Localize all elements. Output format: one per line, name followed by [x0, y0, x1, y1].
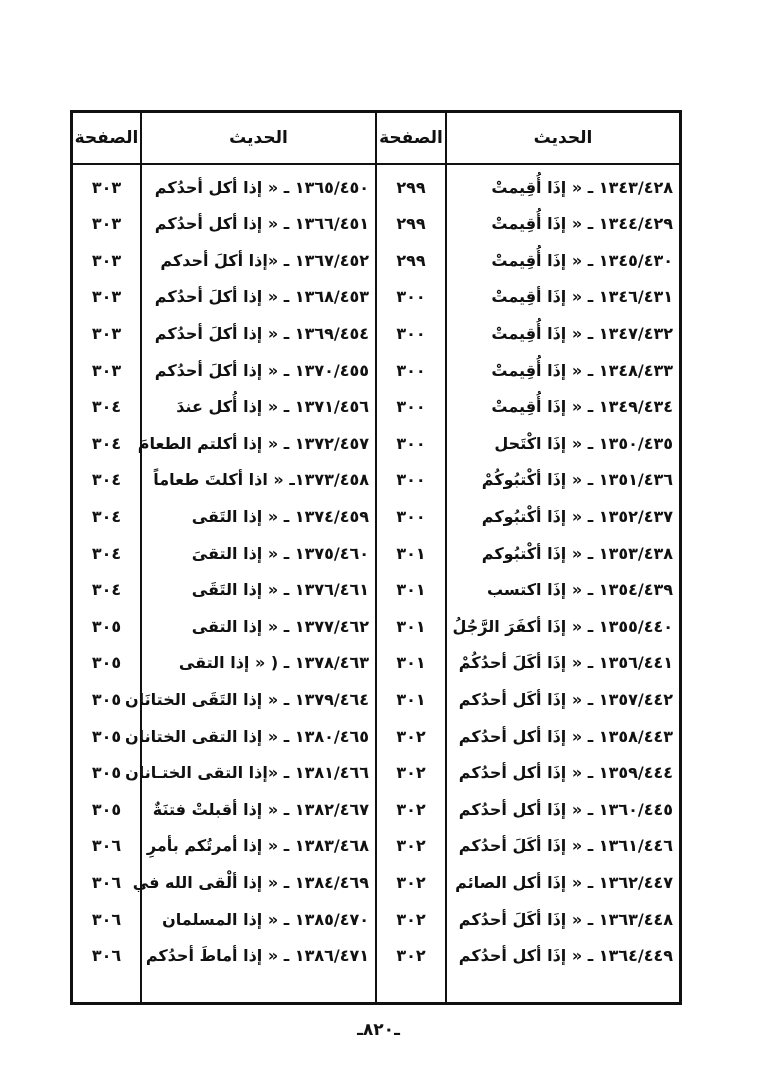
- page-number: ٣٠٠: [396, 287, 426, 307]
- hadith-entry: ١٣٥١/٤٣٦ ـ « إذَا أكْتبُوكُمْ: [481, 470, 673, 490]
- page-number: ٣٠٦: [91, 836, 122, 856]
- hadith-entry: ١٣٧٤/٤٥٩ ـ « إذا التَقى: [191, 506, 369, 526]
- hadith-entry: ١٣٤٥/٤٣٠ ـ « إذَا أُقِيمتْ: [491, 250, 673, 270]
- page-footer-number: ـ٨٢٠ـ: [357, 1020, 400, 1040]
- table-row: [73, 242, 679, 278]
- header-divider: [73, 163, 679, 165]
- page-number: ٣٠١: [396, 689, 426, 709]
- hadith-entry: ١٣٦٠/٤٤٥ ـ « إذَا أكل أحدُكم: [458, 799, 673, 819]
- table-row: [73, 425, 679, 461]
- page-number: ٣٠١: [396, 616, 426, 636]
- hadith-entry: ١٣٤٦/٤٣١ ـ « إذَا أقِيمتْ: [491, 287, 673, 307]
- page-number: ٣٠٠: [396, 397, 426, 417]
- page-number: ٣٠٦: [91, 872, 122, 892]
- header-hadith-left: الحديث: [229, 128, 288, 148]
- page-number: ٣٠٢: [396, 763, 426, 783]
- table-row: [73, 352, 679, 388]
- table-row: [73, 389, 679, 425]
- table-row: [73, 572, 679, 608]
- hadith-entry: ١٣٨٦/٤٧١ ـ « إذا أماطَ أحدُكم: [145, 946, 369, 966]
- hadith-entry: ١٣٨٠/٤٦٥ ـ « إذا التقى الختانان: [125, 726, 369, 746]
- page-number: ٣٠٠: [396, 360, 426, 380]
- hadith-entry: ١٣٤٩/٤٣٤ ـ « إذَا أُقِيمتْ: [491, 397, 673, 417]
- table-row: [73, 864, 679, 900]
- table-row: [73, 462, 679, 498]
- hadith-entry: ١٣٥٠/٤٣٥ ـ « إذَا اكْتَحل: [494, 433, 673, 453]
- page-number: ٣٠٦: [91, 946, 122, 966]
- page-number: ٣٠٠: [396, 470, 426, 490]
- page-number: ٣٠٤: [91, 433, 122, 453]
- hadith-entry: ١٣٦١/٤٤٦ ـ « إذَا أكَلَ أحدُكم: [458, 836, 673, 856]
- page-number: ٣٠٥: [91, 763, 122, 783]
- page-number: ٣٠٢: [396, 946, 426, 966]
- page-number: ٣٠٥: [91, 653, 122, 673]
- hadith-entry: ١٣٤٤/٤٢٩ ـ « إذَا أُقِيمتْ: [491, 214, 673, 234]
- page-number: ٣٠٣: [91, 177, 122, 197]
- page-number: ٣٠٣: [91, 323, 122, 343]
- hadith-entry: ١٣٥٩/٤٤٤ ـ « إذَا أكل أحدُكم: [458, 763, 673, 783]
- hadith-entry: ١٣٧٢/٤٥٧ ـ « إذا أكلتم الطعامَ: [137, 433, 369, 453]
- table-row: [73, 645, 679, 681]
- page-number: ٣٠٣: [91, 250, 122, 270]
- hadith-entry: ١٣٧٧/٤٦٢ ـ « إذا التقى: [191, 616, 369, 636]
- hadith-entry: ١٣٤٣/٤٢٨ ـ « إذَا أُقِيمتْ: [491, 177, 673, 197]
- hadith-entry: ١٣٥٤/٤٣٩ ـ « إذَا اكتسب: [486, 580, 673, 600]
- page-number: ٣٠٠: [396, 323, 426, 343]
- page-number: ٣٠٣: [91, 214, 122, 234]
- hadith-entry: ١٣٤٧/٤٣٢ ـ « إذَا أُقِيمتْ: [491, 323, 673, 343]
- page-number: ٢٩٩: [396, 177, 426, 197]
- hadith-entry: ١٣٦٥/٤٥٠ ـ « إذا أكل أحدُكم: [154, 177, 369, 197]
- table-row: [73, 755, 679, 791]
- page-number: ٣٠٤: [91, 580, 122, 600]
- hadith-entry: ١٣٧٣/٤٥٨ـ « اذا أكلتَ طعاماً: [153, 470, 369, 490]
- header-page-left: الصفحة: [74, 128, 139, 148]
- hadith-entry: ١٣٨٣/٤٦٨ ـ « إذا أمرتُكم بأمرِ: [146, 836, 369, 856]
- table-row: [73, 279, 679, 315]
- page-number: ٣٠٦: [91, 909, 122, 929]
- page-number: ٢٩٩: [396, 214, 426, 234]
- table-row: [73, 791, 679, 827]
- page-number: ٣٠٥: [91, 726, 122, 746]
- hadith-entry: ١٣٥٨/٤٤٣ ـ « إذَا أكل أحدُكم: [458, 726, 673, 746]
- hadith-entry: ١٣٦٧/٤٥٢ ـ «إذا أكلَ أحدكم: [160, 250, 369, 270]
- table-row: [73, 828, 679, 864]
- page-number: ٣٠٢: [396, 836, 426, 856]
- table-row: [73, 498, 679, 534]
- page-number: ٣٠١: [396, 653, 426, 673]
- table-row: [73, 681, 679, 717]
- table-row: [73, 938, 679, 974]
- table-row: [73, 608, 679, 644]
- table-row: [73, 901, 679, 937]
- hadith-entry: ١٣٧٦/٤٦١ ـ « إذا التَقَى: [191, 580, 369, 600]
- page-number: ٣٠٠: [396, 433, 426, 453]
- table-row: [73, 169, 679, 205]
- table-row: [73, 535, 679, 571]
- hadith-entry: ١٣٤٨/٤٣٣ ـ « إذَا أُقِيمتْ: [491, 360, 673, 380]
- index-table: [70, 110, 682, 1005]
- table-row: [73, 206, 679, 242]
- hadith-entry: ١٣٨٥/٤٧٠ ـ « إذا المسلمان: [162, 909, 369, 929]
- page-number: ٢٩٩: [396, 250, 426, 270]
- hadith-entry: ١٣٥٧/٤٤٢ ـ « إذَا أكَل أحدُكم: [458, 689, 673, 709]
- page-number: ٣٠٤: [91, 506, 122, 526]
- hadith-entry: ١٣٧٠/٤٥٥ ـ « إذا أكلَ أحدُكم: [154, 360, 369, 380]
- hadith-entry: ١٣٥٣/٤٣٨ ـ « إذَا أكْتبُوكم: [481, 543, 673, 563]
- page-number: ٣٠٥: [91, 616, 122, 636]
- hadith-entry: ١٣٨٤/٤٦٩ ـ « إذا ألْقى الله في: [132, 872, 369, 892]
- hadith-entry: ١٣٧٥/٤٦٠ ـ « إذا التقىَ: [191, 543, 369, 563]
- page-number: ٣٠١: [396, 580, 426, 600]
- table-row: [73, 718, 679, 754]
- page-number: ٣٠٤: [91, 470, 122, 490]
- hadith-entry: ١٣٦٩/٤٥٤ ـ « إذا أكلَ أحدُكم: [154, 323, 369, 343]
- header-hadith-right: الحديث: [533, 128, 593, 148]
- page-number: ٣٠٤: [91, 397, 122, 417]
- page-number: ٣٠٤: [91, 543, 122, 563]
- hadith-entry: ١٣٦٨/٤٥٣ ـ « إذا أكلَ أحدُكم: [154, 287, 369, 307]
- hadith-entry: ١٣٧٩/٤٦٤ ـ « إذا التَقَى الختانَان: [125, 689, 369, 709]
- hadith-entry: ١٣٧١/٤٥٦ ـ « إذا أُكل عندَ: [176, 397, 369, 417]
- table-row: [73, 315, 679, 351]
- hadith-entry: ١٣٦٤/٤٤٩ ـ « إذَا أكل أحدُكم: [458, 946, 673, 966]
- hadith-entry: ١٣٦٦/٤٥١ ـ « إذا أكل أحدُكم: [154, 214, 369, 234]
- page-number: ٣٠٥: [91, 689, 122, 709]
- page-number: ٣٠٢: [396, 799, 426, 819]
- page-number: ٣٠٠: [396, 506, 426, 526]
- hadith-entry: ١٣٦٣/٤٤٨ ـ « إذَا أكَلَ أحدُكم: [458, 909, 673, 929]
- page-number: ٣٠٢: [396, 872, 426, 892]
- page-number: ٣٠٣: [91, 287, 122, 307]
- hadith-entry: ١٣٨١/٤٦٦ ـ «إذا التقى الختـانان: [125, 763, 369, 783]
- hadith-entry: ١٣٧٨/٤٦٣ ـ ( « إذا التقى: [178, 653, 369, 673]
- page-number: ٣٠٥: [91, 799, 122, 819]
- page-number: ٣٠١: [396, 543, 426, 563]
- hadith-entry: ١٣٨٢/٤٦٧ ـ « إذا أقبلتْ فتنَةٌ: [152, 799, 369, 819]
- page-number: ٣٠٢: [396, 726, 426, 746]
- hadith-entry: ١٣٥٦/٤٤١ ـ « إذَا أكَلَ أحدُكُمْ: [458, 653, 673, 673]
- page-number: ٣٠٢: [396, 909, 426, 929]
- hadith-entry: ١٣٥٢/٤٣٧ ـ « إذَا أكْتبُوكم: [481, 506, 673, 526]
- header-page-right: الصفحة: [379, 128, 443, 148]
- hadith-entry: ١٣٥٥/٤٤٠ ـ « إذَا أكفَرَ الرَّجُلُ: [452, 616, 673, 636]
- page-number: ٣٠٣: [91, 360, 122, 380]
- hadith-entry: ١٣٦٢/٤٤٧ ـ « إذَا أكل الصائم: [455, 872, 673, 892]
